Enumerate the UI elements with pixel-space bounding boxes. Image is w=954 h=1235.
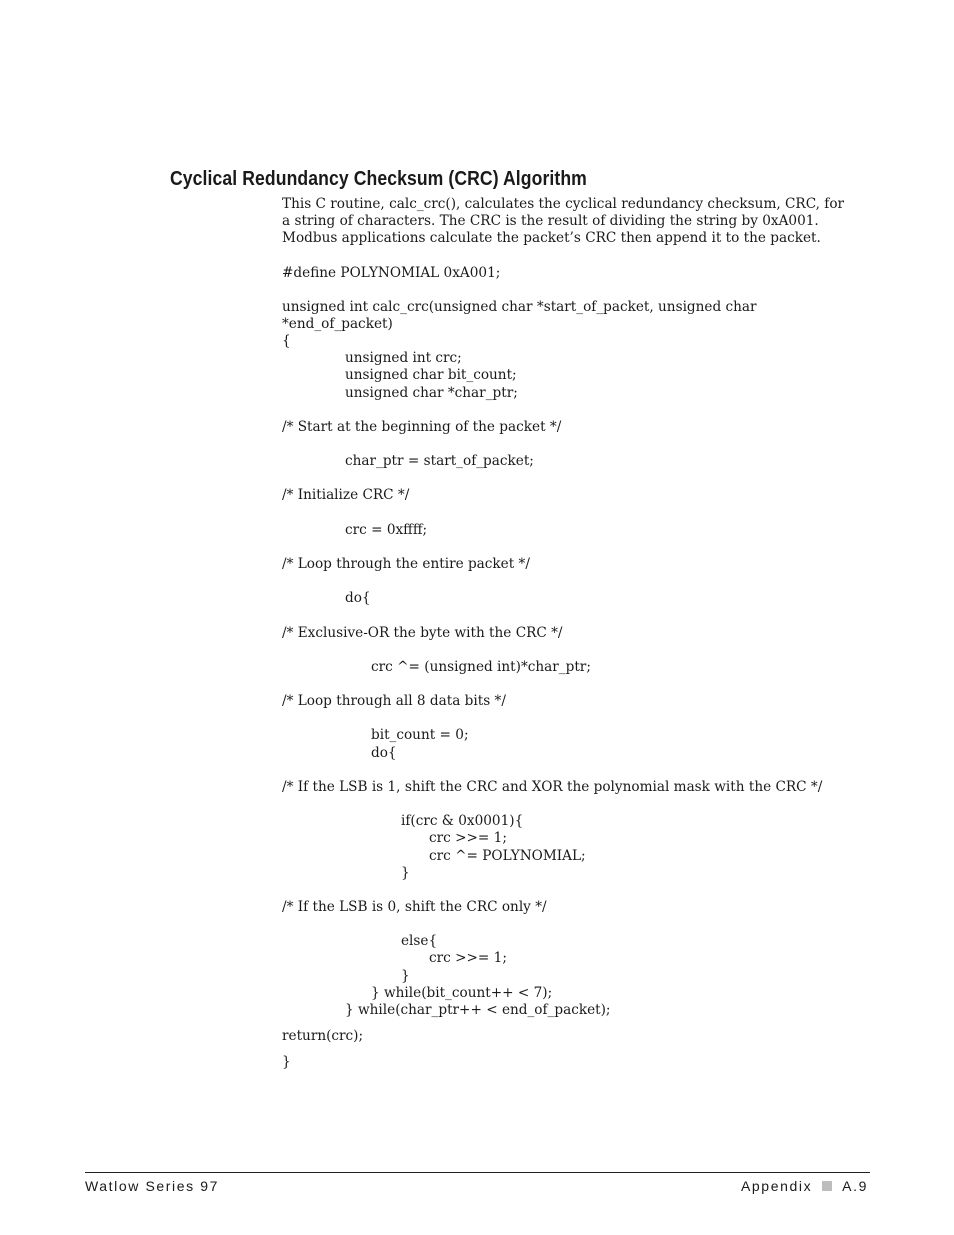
code-declaration: unsigned char *char_ptr;	[345, 385, 518, 401]
intro-line: This C routine, calc_crc(), calculates the cyclical redundancy checksum, CRC, for	[282, 196, 845, 212]
code-statement: crc >>= 1;	[429, 950, 507, 966]
code-statement: crc ^= (unsigned int)*char_ptr;	[371, 659, 591, 675]
code-open-brace: {	[282, 333, 291, 349]
code-statement: return(crc);	[282, 1028, 364, 1044]
code-signature-line-2: *end_of_packet)	[282, 316, 393, 332]
code-statement: } while(bit_count++ < 7);	[371, 985, 553, 1001]
code-statement: }	[401, 865, 410, 881]
code-statement: do{	[371, 745, 397, 761]
code-statement: char_ptr = start_of_packet;	[345, 453, 534, 469]
footer-product: Watlow Series 97	[85, 1178, 220, 1194]
footer-divider	[85, 1172, 870, 1173]
section-heading: Cyclical Redundancy Checksum (CRC) Algorithm	[170, 168, 587, 190]
intro-paragraph	[282, 196, 858, 247]
code-statement: else{	[401, 933, 438, 949]
code-comment: /* Start at the beginning of the packet */	[282, 419, 562, 435]
code-comment: /* If the LSB is 1, shift the CRC and XOR the polynomial mask with the CRC */	[282, 779, 823, 795]
code-statement: crc >>= 1;	[429, 830, 507, 846]
code-declaration: unsigned char bit_count;	[345, 367, 517, 383]
code-statement: if(crc & 0x0001){	[401, 813, 524, 829]
code-statement: }	[401, 968, 410, 984]
code-comment: /* Initialize CRC */	[282, 487, 410, 503]
intro-line: a string of characters. The CRC is the result of dividing the string by 0xA001.	[282, 213, 819, 230]
code-statement: bit_count = 0;	[371, 727, 469, 743]
code-statement: } while(char_ptr++ < end_of_packet);	[345, 1002, 611, 1018]
footer-page-info	[741, 1176, 868, 1196]
code-comment: /* If the LSB is 0, shift the CRC only */	[282, 899, 547, 915]
code-comment: /* Loop through the entire packet */	[282, 556, 530, 572]
code-declaration: unsigned int crc;	[345, 350, 462, 366]
square-bullet-icon	[822, 1181, 832, 1191]
code-statement: crc ^= POLYNOMIAL;	[429, 848, 586, 864]
intro-line: Modbus applications calculate the packet’s CRC then append it to the packet.	[282, 230, 821, 247]
code-comment: /* Exclusive-OR the byte with the CRC */	[282, 625, 563, 641]
code-signature-line-1: unsigned int calc_crc(unsigned char *start_of_packet, unsigned char	[282, 299, 757, 315]
code-close-brace: }	[282, 1054, 291, 1070]
footer-page-number: A.9	[842, 1178, 868, 1194]
code-comment: /* Loop through all 8 data bits */	[282, 693, 506, 709]
code-statement: do{	[345, 590, 371, 606]
code-define: #define POLYNOMIAL 0xA001;	[282, 265, 501, 281]
footer-section-label: Appendix	[740, 1178, 813, 1194]
code-statement: crc = 0xffff;	[345, 522, 428, 538]
